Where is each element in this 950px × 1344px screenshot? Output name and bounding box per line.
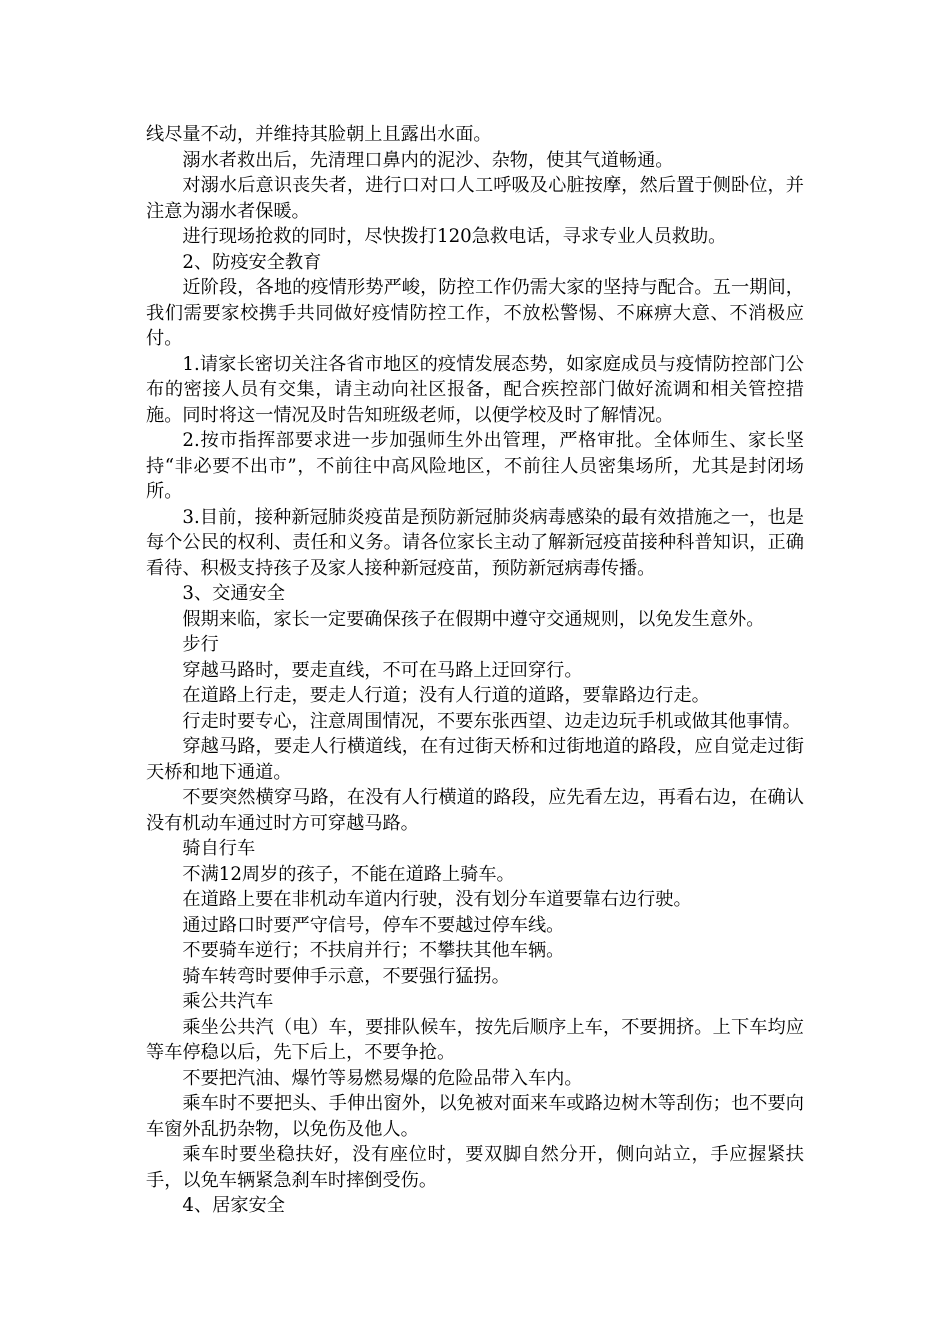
subheading-bus: 乘公共汽车 (182, 991, 274, 1012)
paragraph-cycling-1: 不满12周岁的孩子，不能在道路上骑车。 (182, 863, 515, 885)
document-body (146, 122, 804, 1219)
paragraph-walking-5: 不要突然横穿马路，在没有人行横道的路段，应先看左边，再看右边，在确认没有机动车通过时方可穿越马路。 (146, 787, 804, 834)
subheading-cycling: 骑自行车 (182, 838, 256, 859)
paragraph-epidemic-intro: 近阶段，各地的疫情形势严峻，防控工作仍需大家的坚持与配合。五一期间，我们需要家校携手共同做好疫情防控工作，不放松警惕、不麻痹大意、不消极应付。 (146, 277, 804, 349)
paragraph-bus-4: 乘车时要坐稳扶好，没有座位时，要双脚自然分开，侧向站立，手应握紧扶手，以免车辆紧急刹车时摔倒受伤。 (146, 1144, 804, 1191)
section-heading-epidemic: 2、防疫安全教育 (182, 251, 322, 273)
paragraph-cycling-3: 通过路口时要严守信号，停车不要越过停车线。 (182, 914, 565, 936)
paragraph-epidemic-item-2: 2.按市指挥部要求进一步加强师生外出管理，严格审批。全体师生、家长坚持“非必要不出市”，不前往中高风险地区，不前往人员密集场所，尤其是封闭场所。 (146, 430, 804, 502)
paragraph-cpr: 对溺水后意识丧失者，进行口对口人工呼吸及心脏按摩，然后置于侧卧位，并注意为溺水者保暖。 (146, 175, 804, 222)
paragraph-walking-1: 穿越马路时，要走直线，不可在马路上迂回穿行。 (182, 659, 583, 681)
subheading-walking: 步行 (182, 634, 219, 655)
section-heading-traffic: 3、交通安全 (182, 583, 285, 604)
paragraph-bus-1: 乘坐公共汽（电）车，要排队候车，按先后顺序上车，不要拥挤。上下车均应等车停稳以后，先下后上，不要争抢。 (146, 1016, 804, 1063)
paragraph-bus-2: 不要把汽油、爆竹等易燃易爆的危险品带入车内。 (182, 1067, 583, 1089)
paragraph-cycling-5: 骑车转弯时要伸手示意，不要强行猛拐。 (182, 965, 510, 987)
section-heading-home-safety: 4、居家安全 (182, 1195, 285, 1216)
paragraph-epidemic-item-3: 3.目前，接种新冠肺炎疫苗是预防新冠肺炎病毒感染的最有效措施之一，也是每个公民的权利、责任和义务。请各位家长主动了解新冠疫苗接种科普知识，正确看待、积极支持孩子及家人接种新冠疫苗，预防新冠病毒传播。 (146, 506, 804, 579)
paragraph-drowning-position: 线尽量不动，并维持其脸朝上且露出水面。 (146, 124, 492, 145)
paragraph-cycling-4: 不要骑车逆行；不扶肩并行；不攀扶其他车辆。 (182, 940, 565, 961)
paragraph-walking-2: 在道路上行走，要走人行道；没有人行道的道路，要靠路边行走。 (182, 685, 710, 706)
paragraph-epidemic-item-1: 1.请家长密切关注各省市地区的疫情发展态势，如家庭成员与疫情防控部门公布的密接人员有交集，请主动向社区报备，配合疾控部门做好流调和相关管控措施。同时将这一情况及时告知班级老师，以便学校及时了解情况。 (146, 353, 804, 426)
paragraph-walking-4: 穿越马路，要走人行横道线，在有过街天桥和过街地道的路段，应自觉走过街天桥和地下通道。 (146, 736, 804, 783)
paragraph-walking-3: 行走时要专心，注意周围情况，不要东张西望、边走边玩手机或做其他事情。 (182, 710, 801, 732)
paragraph-bus-3: 乘车时不要把头、手伸出窗外，以免被对面来车或路边树木等刮伤；也不要向车窗外乱扔杂物，以免伤及他人。 (146, 1093, 804, 1140)
paragraph-clear-airway: 溺水者救出后，先清理口鼻内的泥沙、杂物，使其气道畅通。 (182, 149, 674, 171)
paragraph-cycling-2: 在道路上要在非机动车道内行驶，没有划分车道要靠右边行驶。 (182, 889, 692, 910)
paragraph-call-120: 进行现场抢救的同时，尽快拨打120急救电话，寻求专业人员救助。 (182, 226, 727, 247)
paragraph-traffic-intro: 假期来临，家长一定要确保孩子在假期中遵守交通规则，以免发生意外。 (182, 608, 765, 630)
